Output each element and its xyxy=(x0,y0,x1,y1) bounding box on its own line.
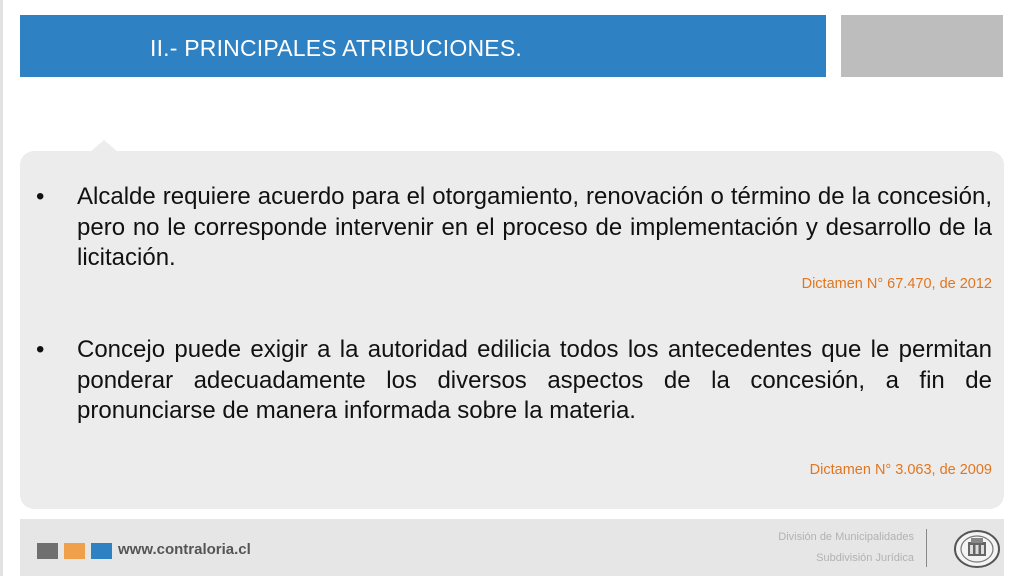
bullet-text: Alcalde requiere acuerdo para el otorgamiento, renovación o término de la concesión, pero no le corresponde intervenir en el proceso de implementación y desarrollo de la licitación. xyxy=(77,183,992,271)
website-link[interactable]: www.contraloria.cl xyxy=(118,541,251,558)
bullet-marker: • xyxy=(36,183,45,210)
title-bar xyxy=(20,15,826,77)
header-accent-box xyxy=(841,15,1003,77)
left-edge-rule xyxy=(0,0,3,576)
slide-title: II.- PRINCIPALES ATRIBUCIONES. xyxy=(150,35,522,61)
footer-square-blue xyxy=(91,543,112,559)
contraloria-seal-icon xyxy=(952,529,1002,569)
citation: Dictamen N° 3.063, de 2009 xyxy=(809,462,992,478)
bullet-text: Concejo puede exigir a la autoridad edilicia todos los antecedentes que le permitan ponderar adecuadamente los diversos aspectos de la concesión, a fin de pronunciarse de manera informada sobre la materia. xyxy=(77,336,992,424)
footer-square-gray xyxy=(37,543,58,559)
division-label: División de Municipalidades xyxy=(778,531,914,543)
footer-divider xyxy=(926,529,927,567)
citation: Dictamen N° 67.470, de 2012 xyxy=(801,276,992,292)
footer xyxy=(20,519,1004,576)
bullet-marker: • xyxy=(36,336,45,363)
footer-square-orange xyxy=(64,543,85,559)
bullet-item xyxy=(36,335,992,427)
subdivision-label: Subdivisión Jurídica xyxy=(816,552,914,564)
bullet-item xyxy=(36,182,992,274)
